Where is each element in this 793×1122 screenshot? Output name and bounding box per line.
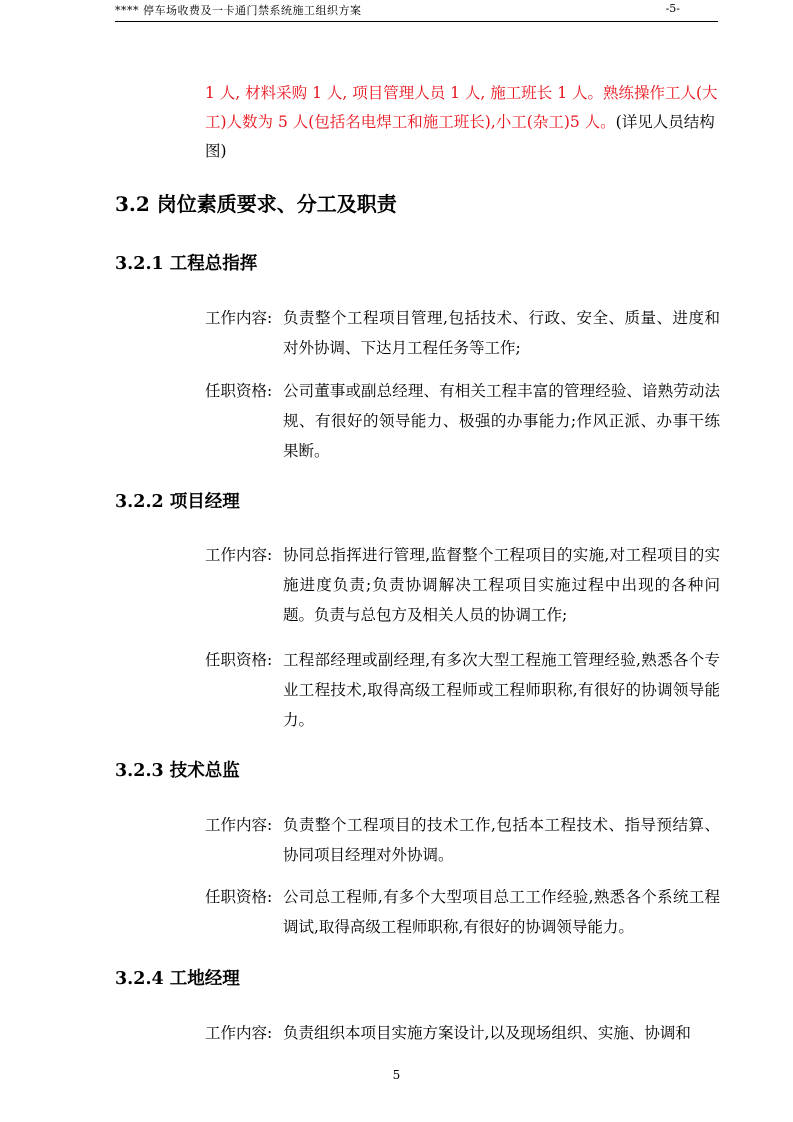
duty-text: 负责整个工程项目的技术工作,包括本工程技术、指导预结算、协同项目经理对外协调。 xyxy=(283,816,720,864)
duty-block-qualification xyxy=(205,645,720,735)
intro-black-text: (详见人员结构图) xyxy=(205,113,715,160)
subsection-heading-3-2-3: 3.2.3 技术总监 xyxy=(115,761,240,781)
subsection-heading-3-2-4: 3.2.4 工地经理 xyxy=(115,969,240,989)
qualification-text: 工程部经理或副经理,有多次大型工程施工管理经验,熟悉各个专业工程技术,取得高级工程师或工程师职称,有很好的协调领导能力。 xyxy=(283,651,720,729)
qualification-text: 公司董事或副总经理、有相关工程丰富的管理经验、谙熟劳动法规、有很好的领导能力、极强的办事能力;作风正派、办事干练果断。 xyxy=(283,382,720,460)
header-page-indicator: -5- xyxy=(665,2,680,15)
header-title: **** 停车场收费及一卡通门禁系统施工组织方案 xyxy=(115,4,362,17)
duty-label: 工作内容: xyxy=(205,546,273,564)
qualification-label: 任职资格: xyxy=(205,382,273,400)
page-number: 5 xyxy=(392,1068,401,1082)
subsection-heading-3-2-2: 3.2.2 项目经理 xyxy=(115,492,240,512)
duty-block-qualification xyxy=(205,376,720,466)
subsection-heading-3-2-1: 3.2.1 工程总指挥 xyxy=(115,254,258,274)
duty-block-work xyxy=(205,303,720,363)
duty-block-work xyxy=(205,540,720,630)
duty-text: 负责整个工程项目管理,包括技术、行政、安全、质量、进度和对外协调、下达月工程任务等工作; xyxy=(283,309,720,357)
qualification-label: 任职资格: xyxy=(205,888,273,906)
duty-text: 负责组织本项目实施方案设计,以及现场组织、实施、协调和 xyxy=(283,1024,691,1042)
section-heading: 3.2 岗位素质要求、分工及职责 xyxy=(115,192,397,216)
qualification-label: 任职资格: xyxy=(205,651,273,669)
duty-text: 协同总指挥进行管理,监督整个工程项目的实施,对工程项目的实施进度负责;负责协调解决工程项目实施过程中出现的各种问题。负责与总包方及相关人员的协调工作; xyxy=(283,546,720,624)
duty-label: 工作内容: xyxy=(205,816,273,834)
duty-block-qualification xyxy=(205,882,720,942)
qualification-text: 公司总工程师,有多个大型项目总工工作经验,熟悉各个系统工程调试,取得高级工程师职称,有很好的协调领导能力。 xyxy=(283,888,720,936)
intro-red-text: 1 人, 材料采购 1 人, 项目管理人员 1 人, 施工班长 1 人。熟练操作工人(大工)人数为 5 人(包括名电焊工和施工班长),小工(杂工)5 人。 xyxy=(205,84,718,131)
duty-block-work xyxy=(205,810,720,870)
duty-block-work xyxy=(205,1018,720,1048)
intro-paragraph xyxy=(205,79,720,166)
page-header xyxy=(115,0,718,22)
duty-label: 工作内容: xyxy=(205,1024,273,1042)
duty-label: 工作内容: xyxy=(205,309,273,327)
